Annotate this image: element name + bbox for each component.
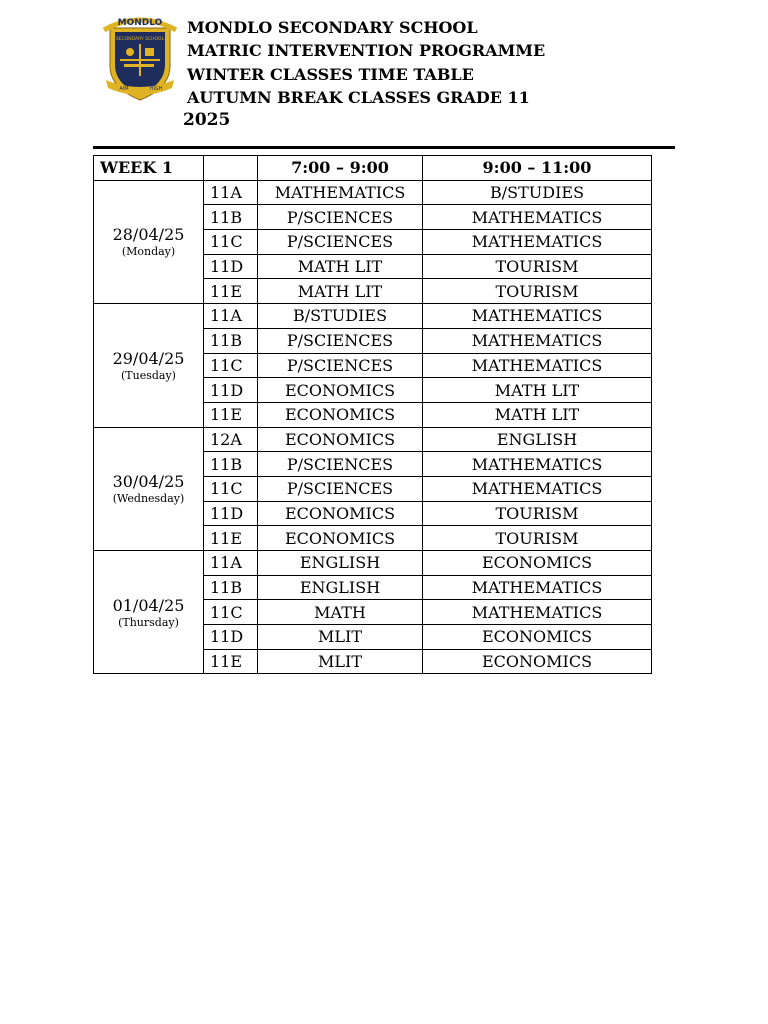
slot1-cell: MATHEMATICS bbox=[258, 180, 423, 205]
class-cell: 11A bbox=[204, 180, 258, 205]
slot1-cell: ECONOMICS bbox=[258, 402, 423, 427]
slot2-cell: MATHEMATICS bbox=[423, 452, 652, 477]
date-text: 30/04/25 bbox=[112, 472, 185, 492]
class-cell: 11B bbox=[204, 328, 258, 353]
document-header bbox=[183, 16, 546, 132]
class-cell: 11B bbox=[204, 205, 258, 230]
slot2-cell: MATH LIT bbox=[423, 378, 652, 403]
slot2-cell: TOURISM bbox=[423, 501, 652, 526]
school-crest-logo bbox=[100, 14, 180, 102]
class-cell: 11E bbox=[204, 526, 258, 551]
date-text: 01/04/25 bbox=[112, 595, 185, 615]
timetable-year: 2025 bbox=[183, 110, 231, 131]
crest-top-text: MONDLO bbox=[117, 18, 163, 28]
class-cell: 11A bbox=[204, 551, 258, 576]
school-name: MONDLO SECONDARY SCHOOL bbox=[187, 18, 478, 37]
slot1-cell: P/SCIENCES bbox=[258, 205, 423, 230]
class-cell: 11E bbox=[204, 402, 258, 427]
weekday-text: (Thursday) bbox=[118, 615, 179, 629]
programme-name: MATRIC INTERVENTION PROGRAMME bbox=[187, 41, 546, 61]
crest-motto-right: HIGH bbox=[149, 86, 163, 92]
slot1-cell: ECONOMICS bbox=[258, 526, 423, 551]
date-cell bbox=[94, 551, 204, 674]
weekday-text: (Tuesday) bbox=[121, 368, 176, 382]
class-cell: 11C bbox=[204, 353, 258, 378]
table-row bbox=[94, 304, 652, 329]
slot1-header: 7:00 – 9:00 bbox=[258, 156, 423, 181]
slot2-cell: ENGLISH bbox=[423, 427, 652, 452]
table-row bbox=[94, 551, 652, 576]
class-cell: 11B bbox=[204, 575, 258, 600]
slot1-cell: B/STUDIES bbox=[258, 304, 423, 329]
class-cell: 11D bbox=[204, 625, 258, 650]
slot1-cell: ENGLISH bbox=[258, 551, 423, 576]
class-cell: 11C bbox=[204, 230, 258, 255]
timetable bbox=[93, 155, 652, 674]
slot2-cell: TOURISM bbox=[423, 279, 652, 304]
date-text: 29/04/25 bbox=[112, 348, 185, 368]
class-cell: 11A bbox=[204, 304, 258, 329]
crest-band-text: SECONDARY SCHOOL bbox=[115, 37, 165, 42]
slot2-cell: MATHEMATICS bbox=[423, 600, 652, 625]
weekday-text: (Monday) bbox=[121, 245, 176, 259]
table-header-row bbox=[94, 156, 652, 181]
class-cell: 11B bbox=[204, 452, 258, 477]
slot1-cell: MATH bbox=[258, 600, 423, 625]
slot2-cell: ECONOMICS bbox=[423, 551, 652, 576]
slot1-cell: ECONOMICS bbox=[258, 378, 423, 403]
slot2-cell: MATHEMATICS bbox=[423, 575, 652, 600]
class-cell: 12A bbox=[204, 427, 258, 452]
table-row bbox=[94, 180, 652, 205]
date-text: 28/04/25 bbox=[112, 225, 185, 245]
slot2-cell: ECONOMICS bbox=[423, 625, 652, 650]
class-cell: 11E bbox=[204, 279, 258, 304]
slot1-cell: MLIT bbox=[258, 649, 423, 674]
slot1-cell: MLIT bbox=[258, 625, 423, 650]
slot2-cell: MATHEMATICS bbox=[423, 328, 652, 353]
weekday-text: (Wednesday) bbox=[112, 492, 185, 506]
header-divider bbox=[93, 146, 675, 149]
slot1-cell: ECONOMICS bbox=[258, 427, 423, 452]
date-cell bbox=[94, 304, 204, 427]
slot2-cell: TOURISM bbox=[423, 526, 652, 551]
slot2-cell: ECONOMICS bbox=[423, 649, 652, 674]
slot1-cell: MATH LIT bbox=[258, 254, 423, 279]
slot1-cell: P/SCIENCES bbox=[258, 452, 423, 477]
slot2-cell: MATHEMATICS bbox=[423, 230, 652, 255]
slot2-cell: MATH LIT bbox=[423, 402, 652, 427]
class-cell: 11C bbox=[204, 476, 258, 501]
class-cell: 11D bbox=[204, 501, 258, 526]
slot1-cell: ECONOMICS bbox=[258, 501, 423, 526]
slot2-cell: TOURISM bbox=[423, 254, 652, 279]
timetable-subtitle: AUTUMN BREAK CLASSES GRADE 11 bbox=[187, 87, 530, 107]
class-column-header bbox=[204, 156, 258, 181]
class-cell: 11C bbox=[204, 600, 258, 625]
slot2-cell: MATHEMATICS bbox=[423, 304, 652, 329]
week-label: WEEK 1 bbox=[94, 156, 204, 181]
slot1-cell: P/SCIENCES bbox=[258, 230, 423, 255]
slot1-cell: P/SCIENCES bbox=[258, 328, 423, 353]
slot1-cell: P/SCIENCES bbox=[258, 476, 423, 501]
crest-icon bbox=[100, 14, 180, 102]
timetable-title: WINTER CLASSES TIME TABLE bbox=[187, 64, 474, 84]
class-cell: 11D bbox=[204, 378, 258, 403]
crest-motto-left: AIM bbox=[119, 86, 129, 92]
slot2-cell: MATHEMATICS bbox=[423, 476, 652, 501]
date-cell bbox=[94, 427, 204, 550]
slot1-cell: ENGLISH bbox=[258, 575, 423, 600]
class-cell: 11E bbox=[204, 649, 258, 674]
slot1-cell: MATH LIT bbox=[258, 279, 423, 304]
table-row bbox=[94, 427, 652, 452]
date-cell bbox=[94, 180, 204, 303]
class-cell: 11D bbox=[204, 254, 258, 279]
slot2-cell: B/STUDIES bbox=[423, 180, 652, 205]
slot2-cell: MATHEMATICS bbox=[423, 353, 652, 378]
slot2-cell: MATHEMATICS bbox=[423, 205, 652, 230]
slot2-header: 9:00 – 11:00 bbox=[423, 156, 652, 181]
slot1-cell: P/SCIENCES bbox=[258, 353, 423, 378]
